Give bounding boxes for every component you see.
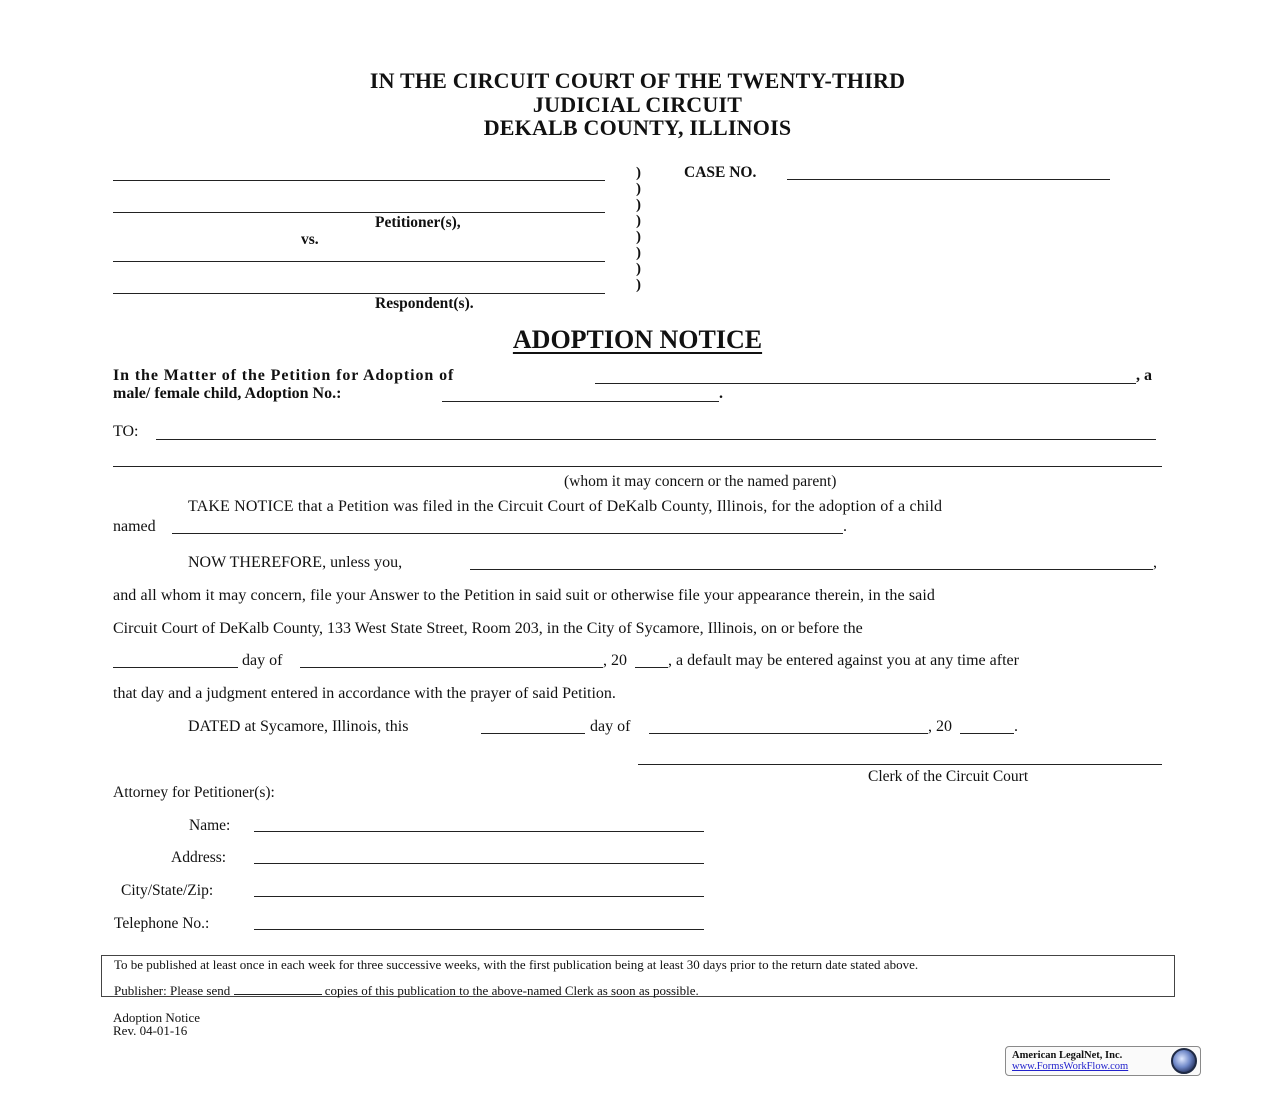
american-legalnet-badge[interactable]: [1005, 1046, 1201, 1076]
child-name-field[interactable]: [595, 383, 1136, 384]
dated-prefix: DATED at Sycamore, Illinois, this: [188, 718, 409, 735]
caption-paren: ): [636, 213, 641, 229]
court-header-line3: DEKALB COUNTY, ILLINOIS: [483, 115, 792, 140]
adoption-no-field[interactable]: [442, 401, 719, 402]
matter-line2-suffix: .: [719, 385, 723, 402]
return-month-field[interactable]: [300, 667, 603, 668]
now-therefore-text: NOW THEREFORE, unless you,: [188, 554, 403, 571]
globe-icon: [1171, 1048, 1197, 1074]
year-prefix: , 20: [603, 652, 627, 669]
to-field-2[interactable]: [113, 466, 1162, 467]
respondent-name-field-1[interactable]: [113, 261, 605, 262]
footer-revision: Rev. 04-01-16: [113, 1023, 188, 1038]
answer-text: and all whom it may concern, file your Answer to the Petition in said suit or otherwise file your appearance therein, in the said: [113, 587, 936, 604]
to-label: TO:: [113, 423, 139, 440]
dated-day-field[interactable]: [481, 733, 585, 734]
court-address-text: Circuit Court of DeKalb County, 133 West State Street, Room 203, in the City of Sycamore, Illinois, on or before the: [113, 620, 863, 637]
dated-end: .: [1014, 718, 1018, 735]
badge-url-link[interactable]: www.FormsWorkFlow.com: [1012, 1061, 1129, 1072]
publisher-copies-line: [114, 983, 699, 999]
default-text: , a default may be entered against you at any time after: [668, 652, 1019, 669]
dated-day-of: day of: [590, 718, 631, 735]
dated-year-prefix: , 20: [928, 718, 952, 735]
caption-paren: ): [636, 165, 641, 181]
publisher-suffix: copies of this publication to the above-named Clerk as soon as possible.: [324, 983, 699, 998]
take-notice-text: TAKE NOTICE that a Petition was filed in the Circuit Court of DeKalb County, Illinois, for the adoption of a child: [188, 498, 943, 515]
publisher-prefix: Publisher: Please send: [114, 983, 231, 998]
day-of-label: day of: [242, 652, 283, 669]
case-no-label: CASE NO.: [684, 164, 757, 181]
respondent-name-field-2[interactable]: [113, 293, 605, 294]
caption-paren: ): [636, 261, 641, 277]
caption-paren: ): [636, 245, 641, 261]
matter-line2-prefix: male/ female child, Adoption No.:: [113, 385, 342, 402]
publication-instruction-text: To be published at least once in each week for three successive weeks, with the first publication being at least 30 days prior to the return date stated above.: [114, 957, 919, 972]
now-therefore-end: ,: [1153, 554, 1157, 571]
judgment-text: that day and a judgment entered in accordance with the prayer of said Petition.: [113, 685, 616, 702]
attorney-city-state-zip-field[interactable]: [254, 896, 704, 897]
dated-year-field[interactable]: [960, 733, 1014, 734]
caption-paren: ): [636, 197, 641, 213]
caption-paren: ): [636, 181, 641, 197]
named-end: .: [843, 518, 847, 535]
petitioner-name-field-1[interactable]: [113, 180, 605, 181]
court-header-line2: JUDICIAL CIRCUIT: [532, 92, 743, 117]
attorney-address-field[interactable]: [254, 863, 704, 864]
named-label: named: [113, 518, 156, 535]
vs-label: vs.: [301, 231, 319, 248]
child-named-field[interactable]: [172, 533, 843, 534]
clerk-label: Clerk of the Circuit Court: [868, 768, 1029, 785]
attorney-city-state-zip-label: City/State/Zip:: [121, 882, 214, 899]
copies-count-field[interactable]: [234, 993, 322, 995]
document-title: [0, 325, 1275, 355]
court-header-line1: IN THE CIRCUIT COURT OF THE TWENTY-THIRD: [369, 68, 906, 93]
return-day-field[interactable]: [113, 667, 238, 668]
attorney-heading: Attorney for Petitioner(s):: [113, 784, 275, 801]
case-no-field[interactable]: [787, 179, 1110, 180]
respondent-you-field[interactable]: [470, 569, 1153, 570]
petitioner-label: Petitioner(s),: [375, 214, 461, 231]
attorney-telephone-label: Telephone No.:: [114, 915, 210, 932]
matter-suffix: , a: [1136, 367, 1152, 384]
badge-company: American LegalNet, Inc.: [1012, 1050, 1123, 1061]
respondent-label: Respondent(s).: [375, 295, 474, 312]
attorney-name-label: Name:: [189, 817, 231, 834]
attorney-name-field[interactable]: [254, 831, 704, 832]
matter-prefix: In the Matter of the Petition for Adoption of: [113, 367, 455, 384]
publication-instructions-box: [101, 955, 1175, 997]
attorney-address-label: Address:: [171, 849, 227, 866]
to-field-1[interactable]: [156, 439, 1156, 440]
caption-paren: ): [636, 277, 641, 293]
document-title-text: ADOPTION NOTICE: [512, 325, 763, 354]
return-year-field[interactable]: [635, 667, 668, 668]
petitioner-name-field-2[interactable]: [113, 212, 605, 213]
attorney-telephone-field[interactable]: [254, 929, 704, 930]
dated-month-field[interactable]: [649, 733, 928, 734]
clerk-signature-field[interactable]: [638, 764, 1162, 765]
footer-form-name: Adoption Notice: [113, 1010, 201, 1025]
caption-paren: ): [636, 229, 641, 245]
to-caption: (whom it may concern or the named parent): [564, 473, 837, 490]
